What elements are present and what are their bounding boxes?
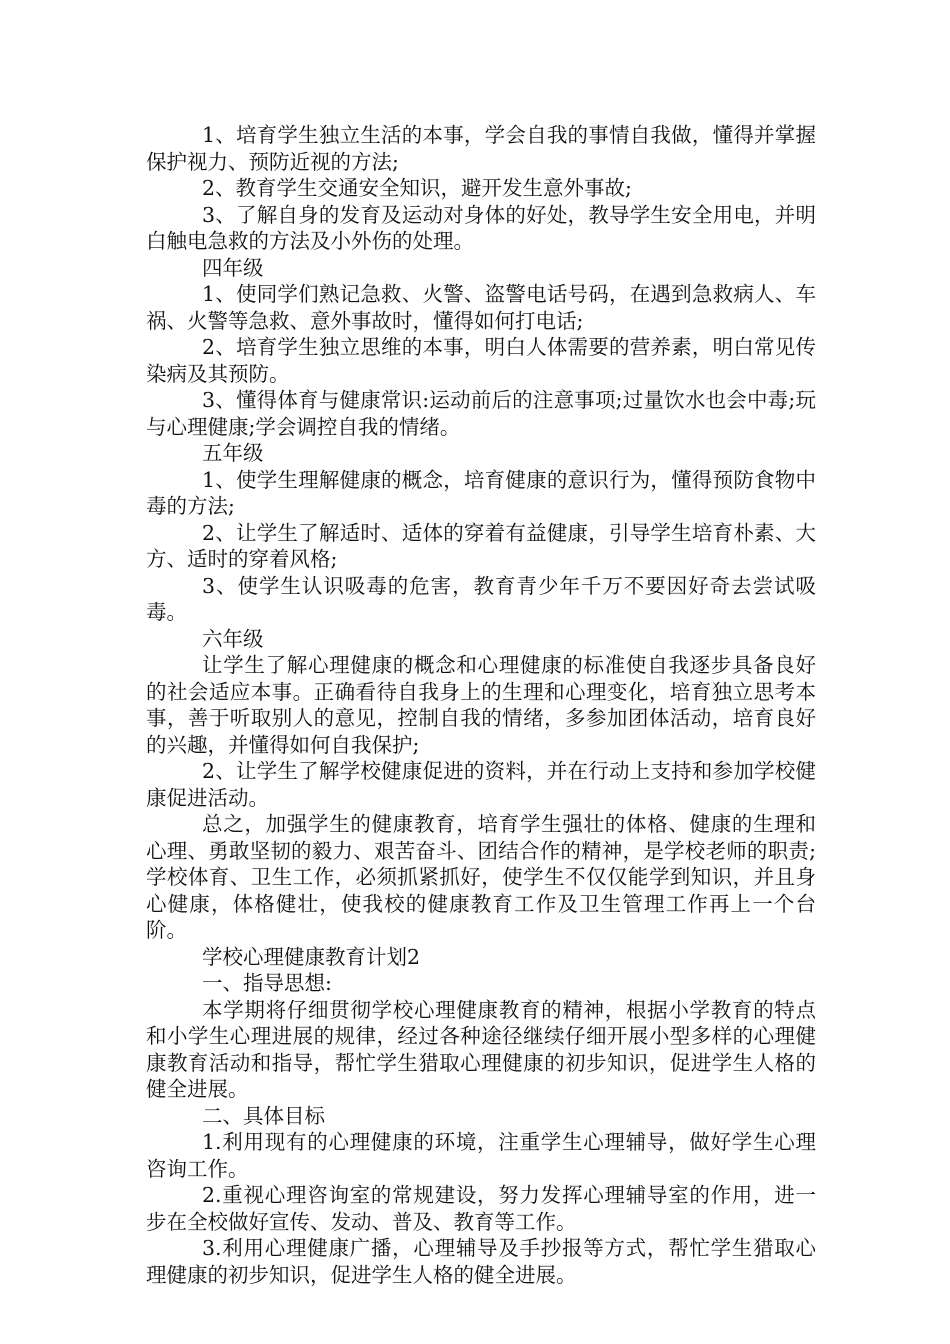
document-body: [146, 122, 816, 1288]
heading-grade-six: 六年级: [202, 626, 264, 651]
paragraph-6: 3、懂得体育与健康常识:运动前后的注意事项;过量饮水也会中毒;玩与心理健康;学会调控自我的情绪。: [146, 388, 816, 439]
goal-item-1: 1.利用现有的心理健康的环境，注重学生心理辅导，做好学生心理咨询工作。: [146, 1130, 816, 1181]
section-title-plan-2: 学校心理健康教育计划2: [202, 944, 421, 969]
paragraph-1: 1、培育学生独立生活的本事，学会自我的事情自我做，懂得并掌握保护视力、预防近视的方法;: [146, 123, 816, 174]
heading-guiding-thought: 一、指导思想:: [202, 971, 332, 995]
paragraph-8: 2、让学生了解适时、适体的穿着有益健康，引导学生培育朴素、大方、适时的穿着风格;: [146, 520, 816, 571]
paragraph-10: 让学生了解心理健康的概念和心理健康的标准使自我逐步具备良好的社会适应本事。正确看待自我身上的生理和心理变化，培育独立思考本事，善于听取别人的意见，控制自我的情绪，多参加团体活动，培育良好的兴趣，并懂得如何自我保护;: [146, 653, 816, 757]
paragraph-guiding-thought: 本学期将仔细贯彻学校心理健康教育的精神，根据小学教育的特点和小学生心理进展的规律，经过各种途径继续仔细开展小型多样的心理健康教育活动和指导，帮忙学生猎取心理健康的初步知识，促进学生人格的健全进展。: [146, 997, 816, 1101]
heading-grade-five: 五年级: [202, 441, 264, 465]
paragraph-5: 2、培育学生独立思维的本事，明白人体需要的营养素，明白常见传染病及其预防。: [146, 335, 816, 386]
paragraph-4: 1、使同学们熟记急救、火警、盗警电话号码，在遇到急救病人、车祸、火警等急救、意外事故时，懂得如何打电话;: [146, 282, 816, 333]
paragraph-7: 1、使学生理解健康的概念，培育健康的意识行为，懂得预防食物中毒的方法;: [146, 467, 816, 518]
paragraph-9: 3、使学生认识吸毒的危害，教育青少年千万不要因好奇去尝试吸毒。: [146, 573, 816, 624]
paragraph-11: 2、让学生了解学校健康促进的资料，并在行动上支持和参加学校健康促进活动。: [146, 759, 816, 810]
goal-item-2: 2.重视心理咨询室的常规建设，努力发挥心理辅导室的作用，进一步在全校做好宣传、发动、普及、教育等工作。: [146, 1183, 816, 1234]
goal-item-3: 3.利用心理健康广播，心理辅导及手抄报等方式，帮忙学生猎取心理健康的初步知识，促进学生人格的健全进展。: [146, 1236, 816, 1287]
heading-grade-four: 四年级: [202, 255, 264, 280]
paragraph-summary: 总之，加强学生的健康教育，培育学生强壮的体格、健康的生理和心理、勇敢坚韧的毅力、艰苦奋斗、团结合作的精神，是学校老师的职责;学校体育、卫生工作，必须抓紧抓好，使学生不仅仅能学到知识，并且身心健康，体格健壮，使我校的健康教育工作及卫生管理工作再上一个台阶。: [146, 812, 816, 942]
paragraph-2: 2、教育学生交通安全知识，避开发生意外事故;: [202, 176, 632, 200]
heading-specific-goals: 二、具体目标: [202, 1103, 325, 1128]
paragraph-3: 3、了解自身的发育及运动对身体的好处，教导学生安全用电，并明白触电急救的方法及小外伤的处理。: [146, 202, 816, 253]
